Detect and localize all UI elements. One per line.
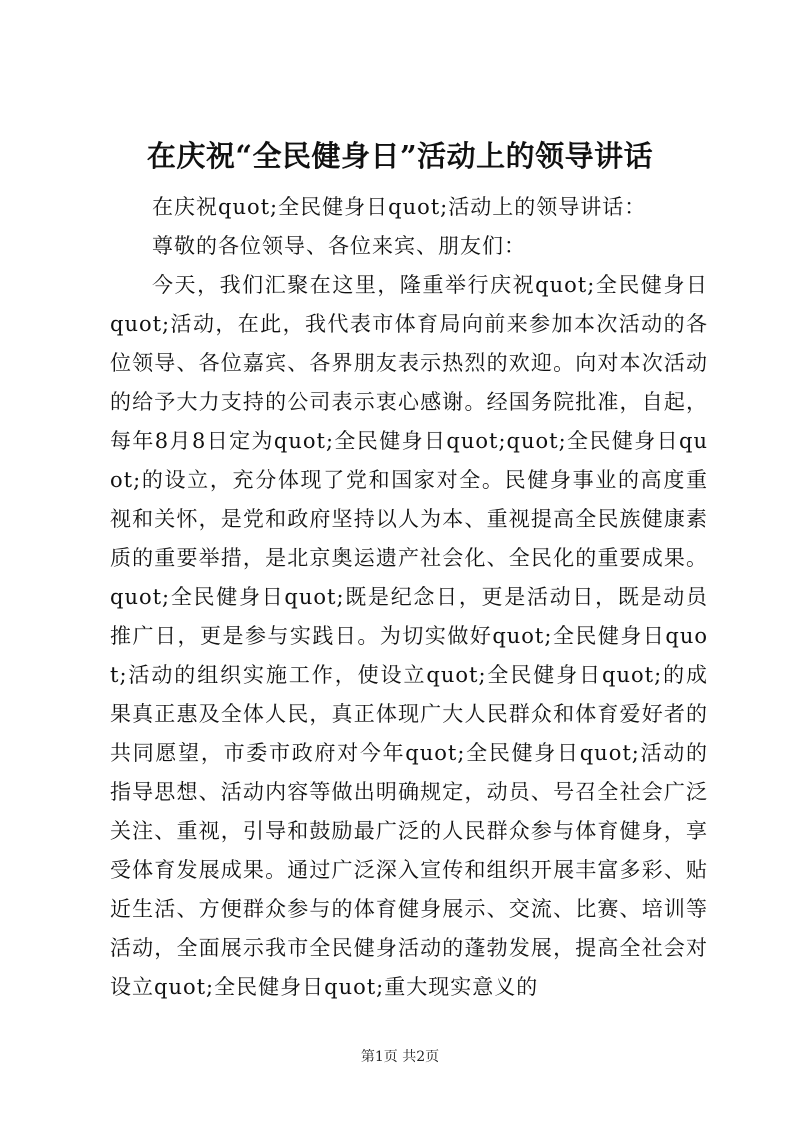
paragraph-heading-line: 在庆祝quot;全民健身日quot;活动上的领导讲话： [152, 195, 647, 219]
paragraph-main-body: 今天，我们汇聚在这里，隆重举行庆祝quot;全民健身日quot;活动，在此，我代表市体育局向前来参加本次活动的各位领导、各位嘉宾、各界朋友表示热烈的欢迎。向对本次活动的给予大力支持的公司表示衷心感谢。经国务院批准，自起，每年8月8日定为quot;全民健身日quot;quot;全民健身日quot;的设立，充分体现了党和国家对全。民健身事业的高度重视和关怀，是党和政府坚持以人为本、重视提高全民族健康素质的重要举措，是北京奥运遗产社会化、全民化的重要成果。quot;全民健身日quot;既是纪念日，更是活动日，既是动员推广日，更是参与实践日。为切实做好quot;全民健身日quot;活动的组织实施工作，使设立quot;全民健身日quot;的成果真正惠及全体人民，真正体现广大人民群众和体育爱好者的共同愿望，市委市政府对今年quot;全民健身日quot;活动的指导思想、活动内容等做出明确规定，动员、号召全社会广泛关注、重视，引导和鼓励最广泛的人民群众参与体育健身，享受体育发展成果。通过广泛深入宣传和组织开展丰富多彩、贴近生活、方便群众参与的体育健身展示、交流、比赛、培训等活动，全面展示我市全民健身活动的蓬勃发展，提高全社会对设立quot;全民健身日quot;重大现实意义的 [110, 273, 708, 999]
document-title: 在庆祝“全民健身日”活动上的领导讲话 [146, 139, 654, 173]
document-body [110, 188, 708, 1007]
page-footer: 第1页 共2页 [360, 1049, 440, 1065]
paragraph-salutation: 尊敬的各位领导、各位来宾、朋友们： [152, 234, 526, 258]
